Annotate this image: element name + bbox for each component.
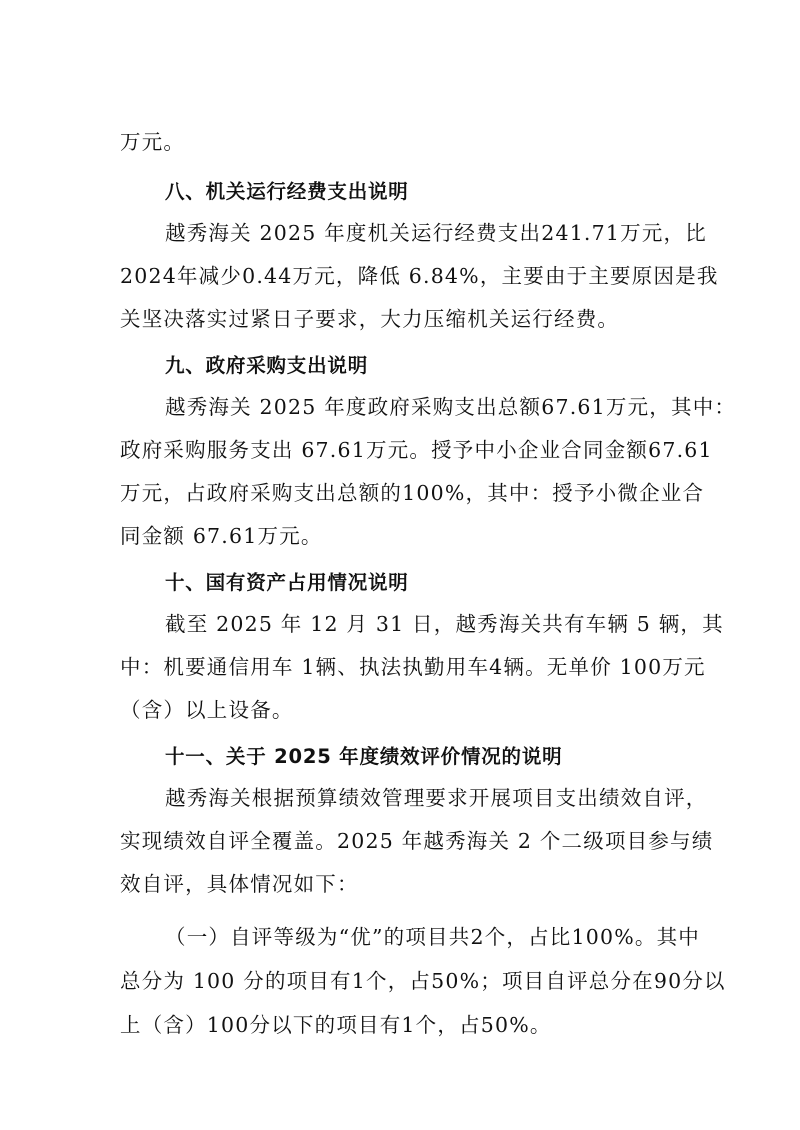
- paragraph-line: 同金额 67.61万元。: [120, 524, 323, 548]
- paragraph-line: 万元，占政府采购支出总额的100%，其中：授予小微企业合: [120, 481, 705, 505]
- paragraph-line: 效自评，具体情况如下：: [120, 872, 359, 896]
- section-heading: 十一、关于 2025 年度绩效评价情况的说明: [165, 745, 563, 768]
- paragraph-line: 越秀海关根据预算绩效管理要求开展项目支出绩效自评，: [165, 786, 708, 810]
- paragraph-line: 关坚决落实过紧日子要求，大力压缩机关运行经费。: [120, 307, 620, 331]
- paragraph-line: 政府采购服务支出 67.61万元。授予中小企业合同金额67.61: [120, 438, 713, 462]
- paragraph-line: 2024年减少0.44万元，降低 6.84%，主要由于主要原因是我: [120, 264, 719, 288]
- paragraph-line: （含）以上设备。: [120, 698, 294, 722]
- paragraph-line: 万元。: [120, 130, 186, 154]
- paragraph-line: 截至 2025 年 12 月 31 日，越秀海关共有车辆 5 辆，其: [165, 612, 724, 636]
- paragraph-line: 实现绩效自评全覆盖。2025 年越秀海关 2 个二级项目参与绩: [120, 829, 714, 853]
- paragraph-line: 中：机要通信用车 1辆、执法执勤用车4辆。无单价 100万元: [120, 655, 706, 679]
- paragraph-line: （一）自评等级为“优”的项目共2个，占比100%。其中: [165, 925, 701, 949]
- section-heading: 九、政府采购支出说明: [165, 354, 369, 377]
- paragraph-line: 总分为 100 分的项目有1个，占50%；项目自评总分在90分以: [120, 969, 726, 993]
- paragraph-line: 越秀海关 2025 年度政府采购支出总额67.61万元，其中：: [165, 395, 737, 419]
- paragraph-line: 上（含）100分以下的项目有1个，占50%。: [120, 1013, 552, 1037]
- paragraph-line: 越秀海关 2025 年度机关运行经费支出241.71万元，比: [165, 221, 707, 245]
- section-heading: 八、机关运行经费支出说明: [165, 180, 409, 203]
- section-heading: 十、国有资产占用情况说明: [165, 571, 409, 594]
